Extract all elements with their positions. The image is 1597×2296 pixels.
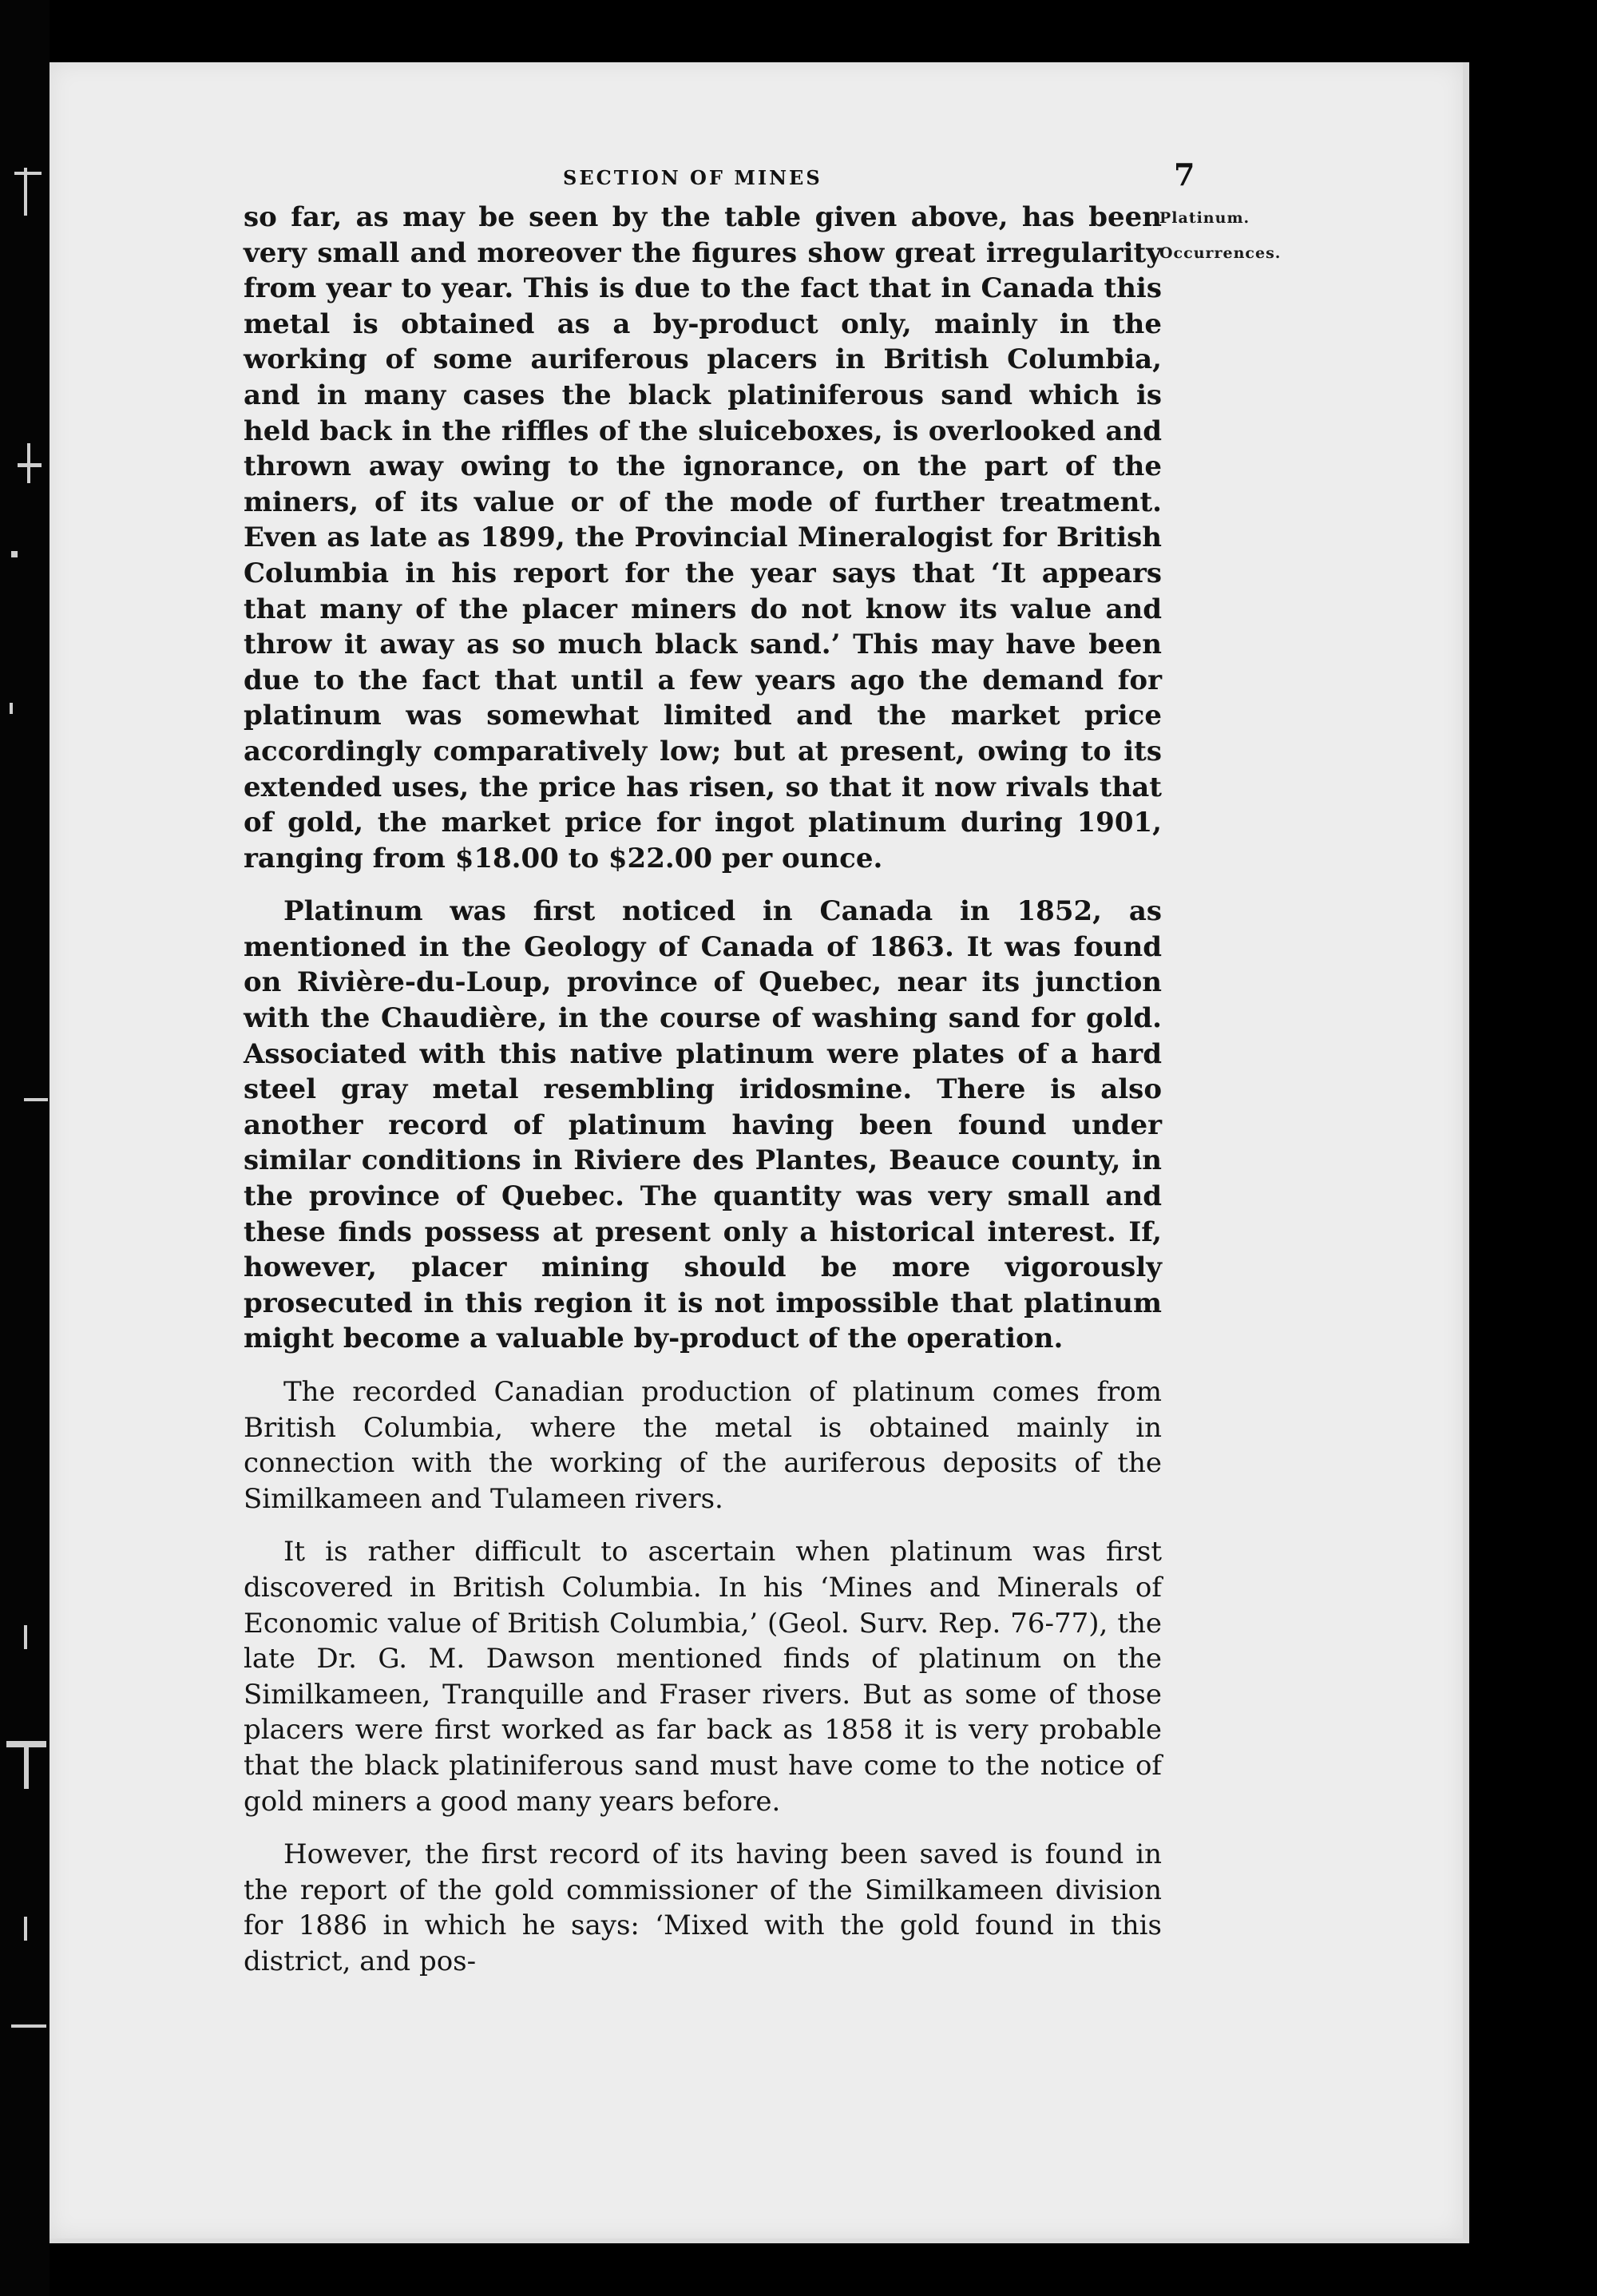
margin-note-platinum: Platinum. [1159, 209, 1250, 227]
margin-note-occurrences: Occurrences. [1159, 244, 1282, 262]
margin-mark [24, 1917, 27, 1941]
page-number: 7 [1174, 157, 1195, 192]
running-header [295, 150, 1195, 198]
binding-gutter [0, 0, 50, 2296]
paragraph: However, the first record of its having been saved is found in the report of the gold commissioner of the Similkameen division for 1886 in which he says: ‘Mixed with the gold found in this district, and pos- [244, 1838, 1162, 1977]
margin-mark [24, 1098, 48, 1101]
paragraph: The recorded Canadian production of platinum comes from British Columbia, where the metal is obtained mainly in connection with the working of the auriferous deposits of the Similkameen and Tulameen rivers. [244, 1376, 1162, 1515]
margin-mark [11, 2024, 46, 2028]
margin-mark [18, 463, 42, 467]
body-text [244, 200, 1162, 1997]
margin-mark [24, 168, 27, 216]
paragraph: so far, as may be seen by the table given above, has been very small and moreover the figures show great irregularity from year to year. This is due to the fact that in Canada this metal is obtained as a by-product only, mainly in the working of some auriferous placers in British Columbia, and in many cases the black platiniferous sand which is held back in the riffles of the sluiceboxes, is overlooked and thrown away owing to the ignorance, on the part of the miners, of its value or of the mode of further treatment. Even as late as 1899, the Provincial Mineralogist for British Columbia in his report for the year says that ‘It appears that many of the placer miners do not know its value and throw it away as so much black sand.’ This may have been due to the fact that until a few years ago the demand for platinum was somewhat limited and the market price accordingly comparatively low; but at present, owing to its extended uses, the price has risen, so that it now rivals that of gold, the market price for ingot platinum during 1901, ranging from $18.00 to $22.00 per ounce. [244, 201, 1162, 874]
margin-mark [10, 703, 13, 714]
running-title: SECTION OF MINES [563, 166, 822, 189]
paragraph: Platinum was first noticed in Canada in 1852, as mentioned in the Geology of Canada of 1863. It was found on Rivière-du-Loup, province of Quebec, near its junction with the Chaudière, in the course of washing sand for gold. Associated with this native platinum were plates of a hard steel gray metal resembling iridosmine. There is also another record of platinum having been found under similar conditions in Riviere des Plantes, Beauce county, in the province of Quebec. The quantity was very small and these finds possess at present only a historical interest. If, however, placer mining should be more vigorously prosecuted in this region it is not impossible that platinum might become a valuable by-product of the operation. [244, 895, 1162, 1355]
margin-mark [11, 551, 18, 557]
margin-mark [14, 172, 42, 175]
margin-mark [24, 1741, 29, 1789]
margin-mark [24, 1625, 27, 1649]
paragraph: It is rather difficult to ascertain when platinum was first discovered in British Columbia. In his ‘Mines and Minerals of Economic value of British Columbia,’ (Geol. Surv. Rep. 76-77), the late Dr. G. M. Dawson mentioned finds of platinum on the Similkameen, Tranquille and Fraser rivers. But as some of those placers were first worked as far back as 1858 it is very probable that the black platiniferous sand must have come to the notice of gold miners a good many years before. [244, 1536, 1162, 1818]
